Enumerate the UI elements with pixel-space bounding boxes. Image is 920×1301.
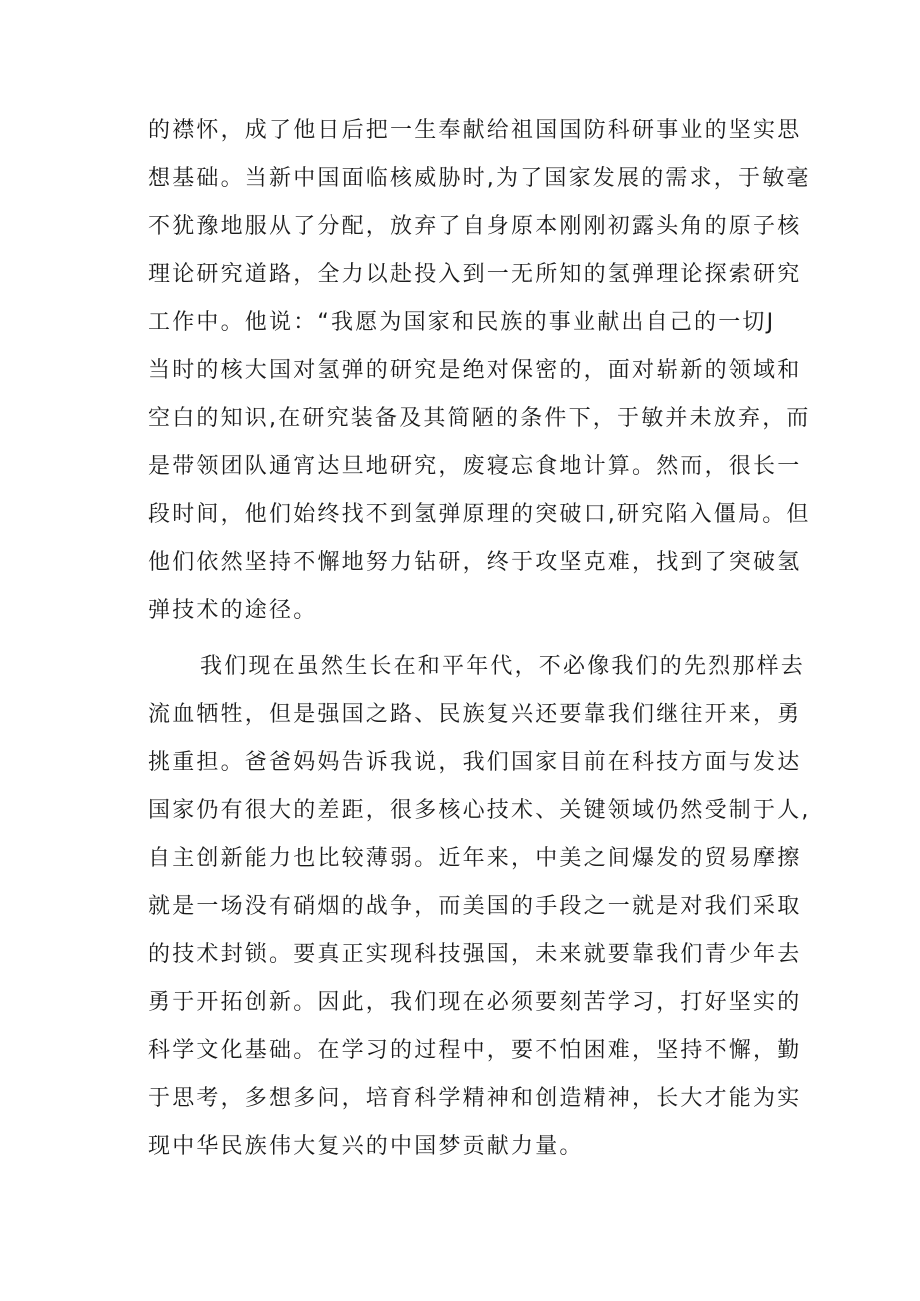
text-line: 的襟怀，成了他日后把一生奉献给祖国国防科研事业的坚实思 [148, 118, 802, 143]
text-line: 空白的知识,在研究装备及其简陋的条件下，于敏并未放弃，而 [148, 406, 811, 431]
body-text [148, 112, 811, 1176]
text-line: 挑重担。爸爸妈妈告诉我说，我们国家目前在科技方面与发达 [148, 750, 802, 775]
text-line: 勇于开拓创新。因此，我们现在必须要刻苦学习，打好坚实的 [148, 990, 802, 1015]
text-line: 科学文化基础。在学习的过程中，要不怕困难，坚持不懈，勤 [148, 1038, 802, 1063]
text-line: 段时间，他们始终找不到氢弹原理的突破口,研究陷入僵局。但 [148, 502, 811, 527]
text-line: 就是一场没有硝烟的战争，而美国的手段之一就是对我们采取 [148, 894, 802, 919]
text-line: 自主创新能力也比较薄弱。近年来，中美之间爆发的贸易摩擦 [148, 846, 802, 871]
text-line: 当时的核大国对氢弹的研究是绝对保密的，面对崭新的领域和 [148, 358, 802, 383]
text-line: 于思考，多想多问，培育科学精神和创造精神，长大才能为实 [148, 1086, 802, 1111]
text-line: 他们依然坚持不懈地努力钻研，终于攻坚克难，找到了突破氢 [148, 550, 802, 575]
text-line: 国家仍有很大的差距，很多核心技术、关键领域仍然受制于人, [148, 798, 811, 823]
text-line: 想基础。当新中国面临核威胁时,为了国家发展的需求，于敏毫 [148, 166, 811, 191]
text-line: 工作中。他说：“我愿为国家和民族的事业献出自己的一切J [148, 310, 776, 335]
text-line: 不犹豫地服从了分配，放弃了自身原本刚刚初露头角的原子核 [148, 214, 802, 239]
text-line: 流血牺牲，但是强国之路、民族复兴还要靠我们继往开来，勇 [148, 702, 802, 727]
text-line-indented: 我们现在虽然生长在和平年代，不必像我们的先烈那样去 [200, 654, 806, 679]
text-line: 现中华民族伟大复兴的中国梦贡献力量。 [148, 1134, 584, 1159]
text-line: 是带领团队通宵达旦地研究，废寝忘食地计算。然而，很长一 [148, 454, 802, 479]
paragraph-1 [148, 112, 811, 629]
text-line: 理论研究道路，全力以赴投入到一无所知的氢弹理论探索研究 [148, 262, 802, 287]
paragraph-2 [148, 648, 811, 1165]
text-line: 弹技术的途径。 [148, 598, 318, 623]
text-line: 的技术封锁。要真正实现科技强国，未来就要靠我们青少年去 [148, 942, 802, 967]
paragraph-spacer [148, 640, 788, 648]
